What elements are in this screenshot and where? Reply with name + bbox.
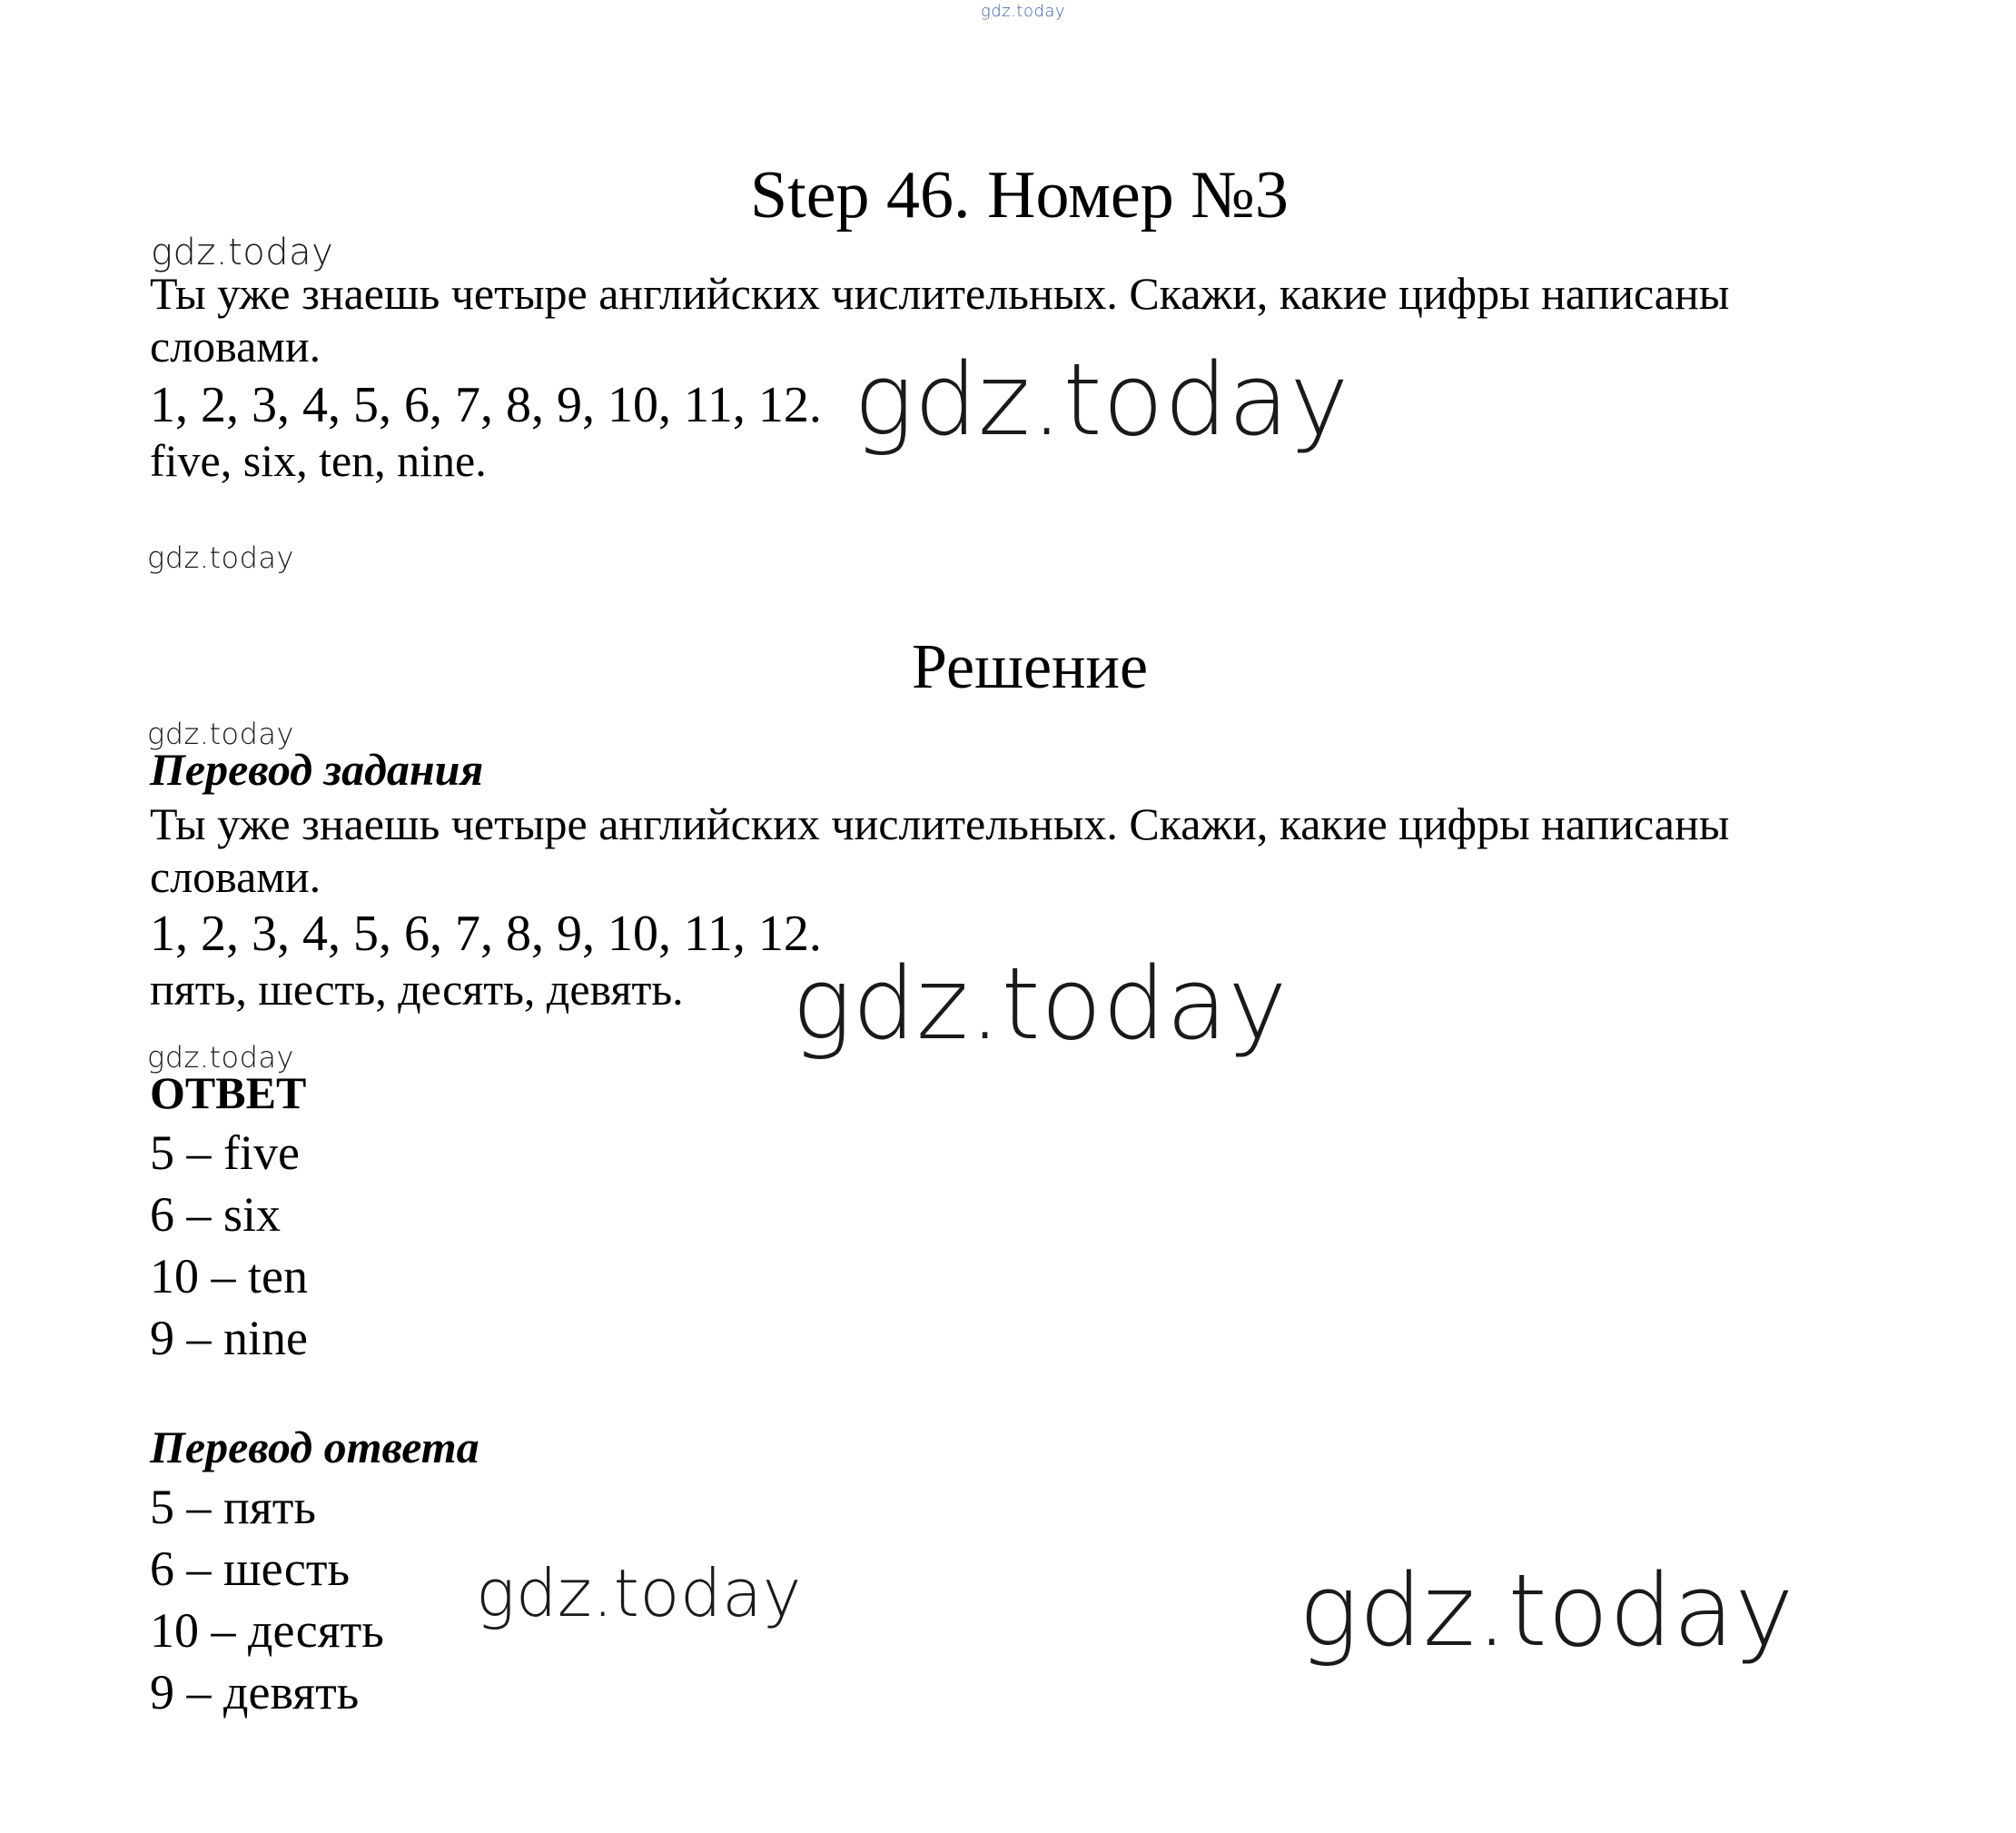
translation-words: пять, шесть, десять, девять. xyxy=(150,964,684,1015)
answer-heading: ОТВЕТ xyxy=(150,1067,307,1118)
answer-item: 6 – six xyxy=(150,1187,282,1242)
watermark-large-1: gdz.today xyxy=(854,342,1349,458)
answer-translation-item: 9 – девять xyxy=(150,1665,360,1719)
translation-line-1: Ты уже знаешь четыре английских числительных. Скажи, какие цифры написаны xyxy=(150,798,1730,849)
translation-numbers: 1, 2, 3, 4, 5, 6, 7, 8, 9, 10, 11, 12. xyxy=(150,906,822,962)
task-line-1: Ты уже знаешь четыре английских числительных. Скажи, какие цифры написаны xyxy=(150,268,1730,319)
answer-item: 5 – five xyxy=(150,1125,300,1180)
task-numbers: 1, 2, 3, 4, 5, 6, 7, 8, 9, 10, 11, 12. xyxy=(150,377,822,433)
watermark-small-4: gdz.today xyxy=(147,1040,294,1075)
answer-translation-heading: Перевод ответа xyxy=(150,1422,479,1472)
answer-item: 10 – ten xyxy=(150,1249,308,1303)
task-words: five, six, ten, nine. xyxy=(150,435,487,486)
watermark-large-3: gdz.today xyxy=(1299,1552,1794,1669)
watermark-medium: gdz.today xyxy=(476,1555,802,1631)
watermark-small-1: gdz.today xyxy=(151,232,334,273)
answer-translation-item: 10 – десять xyxy=(150,1603,384,1658)
page-title: Step 46. Номер №3 xyxy=(750,158,1289,233)
answer-translation-item: 5 – пять xyxy=(150,1480,316,1534)
watermark-top: gdz.today xyxy=(981,2,1066,21)
watermark-small-3: gdz.today xyxy=(147,717,294,751)
answer-translation-item: 6 – шесть xyxy=(150,1541,351,1596)
translation-line-2: словами. xyxy=(150,851,321,902)
translation-heading: Перевод задания xyxy=(150,744,484,795)
task-line-2: словами. xyxy=(150,321,321,372)
solution-heading: Решение xyxy=(912,632,1149,702)
watermark-small-2: gdz.today xyxy=(147,540,294,575)
answer-item: 9 – nine xyxy=(150,1311,308,1365)
watermark-large-2: gdz.today xyxy=(792,946,1288,1062)
